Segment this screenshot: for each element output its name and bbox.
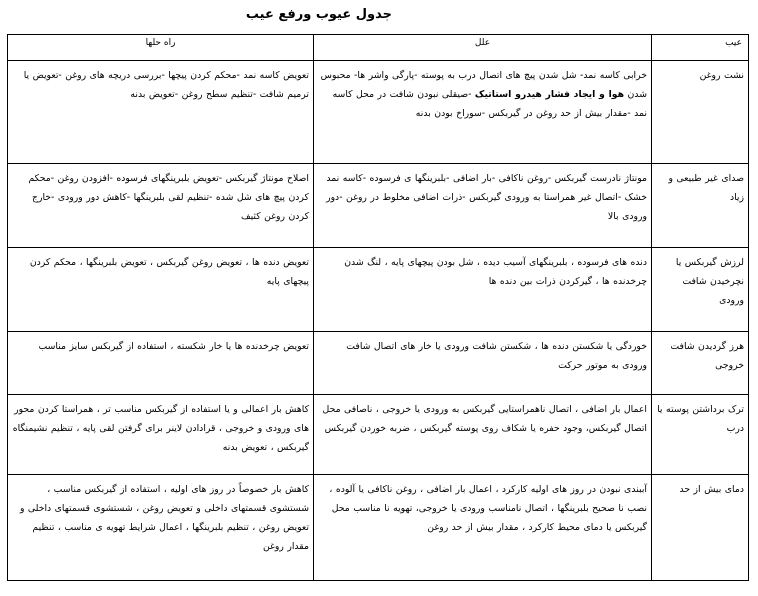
page-title: جدول عیوب ورفع عیب	[245, 7, 392, 22]
table-row	[8, 395, 749, 475]
causes-text: آببندی نبودن در روز های اولیه کارکرد ، اعمال بار اضافی ، روغن ناکافی یا آلوده ، نصب نا صحیح بلبرینگها ، اتصال نامناسب ورودی یا خروجی، تهویه نا مناسب محل گیربکس یا دمای محیط کارکرد ، مقدار بیش از حد روغن	[329, 484, 647, 533]
fault-cell: صدای غیر طبیعی و زیاد	[652, 164, 749, 248]
causes-text: خرابی کاسه نمد- شل شدن پیچ های اتصال درب به پوسته -پارگی واشر ها- محبوس شدن	[320, 70, 647, 100]
header-fault: عیب	[652, 35, 749, 61]
causes-cell	[314, 395, 652, 475]
causes-cell	[314, 61, 652, 164]
solutions-cell: تعویض کاسه نمد -محکم کردن پیچها -بررسی دریچه های روغن -تعویض یا ترمیم شافت -تنظیم سطح روغن -تعویض بدنه	[8, 61, 314, 164]
solutions-cell: کاهش بار اعمالی و یا استفاده از گیربکس مناسب تر ، همراستا کردن محور های ورودی و خروجی ، قرادادن لاینر برای گرفتن لقی پایه ، تنظیم نشیمنگاه گیربکس ، تعویض بدنه	[8, 395, 314, 475]
table-row	[8, 164, 749, 248]
causes-text: خوردگی یا شکستن دنده ها ، شکستن شافت ورودی یا خار های اتصال شافت ورودی به موتور حرکت	[346, 341, 647, 371]
causes-cell	[314, 164, 652, 248]
causes-cell	[314, 475, 652, 581]
faults-table	[7, 34, 749, 581]
causes-cell	[314, 332, 652, 395]
header-solutions: راه حلها	[8, 35, 314, 61]
fault-cell: ترک برداشتن پوسته یا درب	[652, 395, 749, 475]
table-row	[8, 475, 749, 581]
solutions-cell: اصلاح مونتاژ گیربکس -تعویض بلبرینگهای فرسوده -افزودن روغن -محکم کردن پیچ های شل شده -تنظیم لقی بلبرینگها -کاهش دور ورودی -خارج کردن روغن کثیف	[8, 164, 314, 248]
table-row	[8, 61, 749, 164]
causes-text: دنده های فرسوده ، بلبرینگهای آسیب دیده ، شل بودن پیچهای پایه ، لنگ شدن چرخدنده ها ، گیرکردن ذرات بین دنده ها	[344, 257, 647, 287]
header-row	[8, 35, 749, 61]
header-causes: علل	[314, 35, 652, 61]
table-row	[8, 332, 749, 395]
causes-text: مونتاژ نادرست گیربکس -روغن ناکافی -بار اضافی -بلبرینگها ی فرسوده -کاسه نمد خشک -اتصال غیر همراستا به ورودی گیربکس -ذرات اضافی مخلوط در روغن -دور ورودی بالا	[326, 173, 647, 222]
causes-text: اعمال بار اضافی ، اتصال ناهمراستایی گیربکس به ورودی یا خروجی ، ناصافی محل اتصال گیربکس، وجود حفره یا شکاف روی پوسته گیربکس ، ضربه خوردن گیربکس	[322, 404, 647, 434]
solutions-cell: تعویض دنده ها ، تعویض روغن گیربکس ، تعویض بلبرینگها ، محکم کردن پیچهای پایه	[8, 248, 314, 332]
causes-bold-text: هوا و ایجاد فشار هیدرو استاتیک	[474, 89, 625, 100]
table-row	[8, 248, 749, 332]
fault-cell: نشت روغن	[652, 61, 749, 164]
causes-text-end: -صیقلی نبودن شافت در محل کاسه نمد -مقدار بیش از حد روغن در گیربکس -سوراخ بودن بدنه	[332, 89, 647, 119]
solutions-cell: کاهش بار خصوصاً در روز های اولیه ، استفاده از گیربکس مناسب ، شستشوی قسمتهای داخلی و تعویض روغن ، شستشوی قسمتهای داخلی و تعویض روغن ، تنظیم بلبرینگها ، اعمال شرایط تهویه ی مناسب ، تنظیم مقدار روغن	[8, 475, 314, 581]
fault-cell: هرز گردیدن شافت خروجی	[652, 332, 749, 395]
fault-cell: لرزش گیربکس یا نچرخیدن شافت ورودی	[652, 248, 749, 332]
fault-cell: دمای بیش از حد	[652, 475, 749, 581]
causes-cell	[314, 248, 652, 332]
solutions-cell: تعویض چرخدنده ها یا خار شکسته ، استفاده از گیربکس سایز مناسب	[8, 332, 314, 395]
